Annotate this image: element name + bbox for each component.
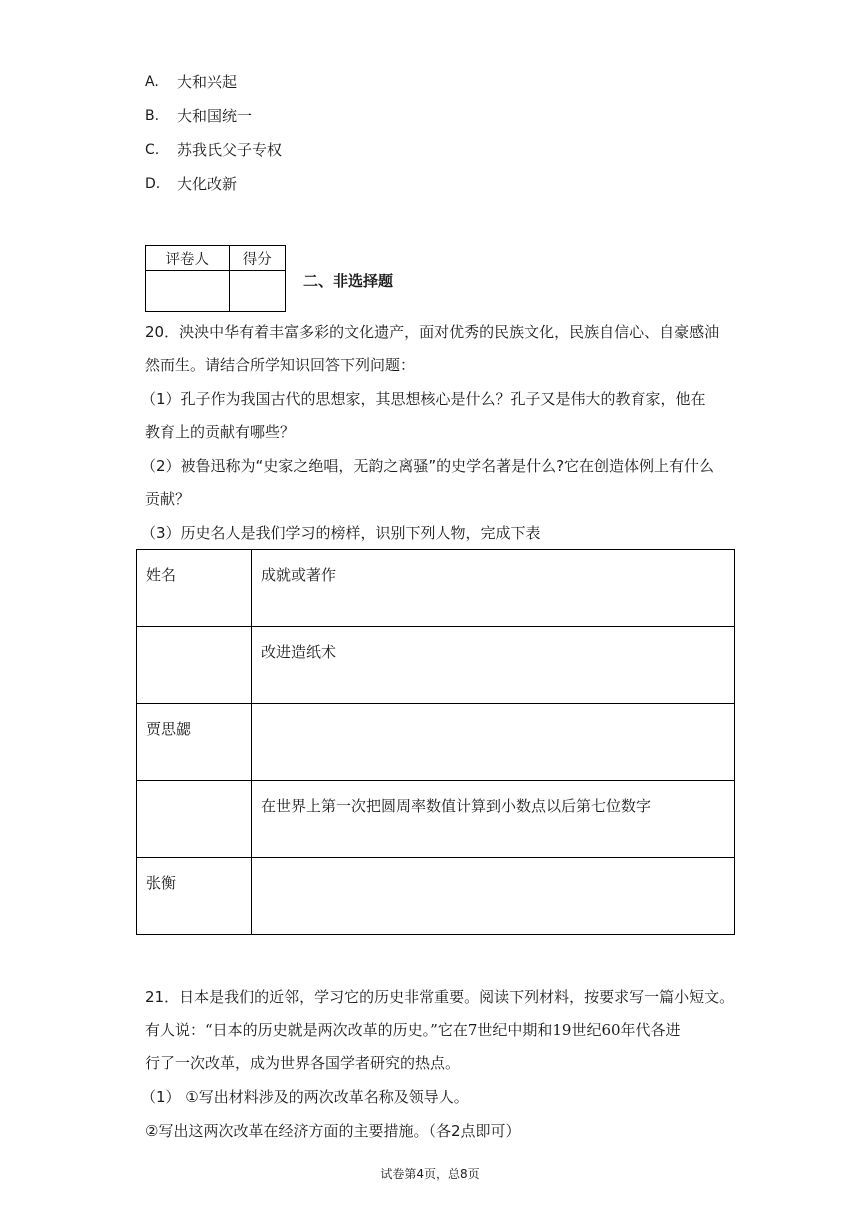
name-cell: 张衡 <box>137 858 252 935</box>
q20-part2-line1: （2）被鲁迅称为“史家之绝唱，无韵之离骚”的史学名著是什么?它在创造体例上有什么 <box>141 457 715 475</box>
table-row <box>137 704 735 781</box>
q20-stem-line1: 20．泱泱中华有着丰富多彩的文化遗产，面对优秀的民族文化，民族自信心、自豪感油 <box>145 323 720 341</box>
work-cell: 在世界上第一次把圆周率数值计算到小数点以后第七位数字 <box>252 781 735 858</box>
q20-part1-line2: 教育上的贡献有哪些？ <box>145 423 296 441</box>
q21-part2: ②写出这两次改革在经济方面的主要措施。（各2点即可） <box>145 1122 521 1140</box>
q20-part2-line2: 贡献？ <box>145 490 191 508</box>
q20-part3: （3）历史名人是我们学习的榜样，识别下列人物，完成下表 <box>141 524 541 542</box>
option-text: 大化改新 <box>177 175 238 193</box>
option-letter: B. <box>145 108 160 124</box>
table-row <box>137 781 735 858</box>
work-cell: 改进造纸术 <box>252 627 735 704</box>
table-row <box>137 627 735 704</box>
option-b <box>145 106 252 126</box>
option-letter: A. <box>145 74 159 90</box>
table-row <box>137 858 735 935</box>
option-d <box>145 174 237 194</box>
score-table <box>145 245 286 312</box>
option-letter: D. <box>145 176 161 192</box>
option-a <box>145 72 237 92</box>
option-text: 苏我氏父子专权 <box>177 141 283 159</box>
grader-header: 评卷人 <box>146 246 230 271</box>
name-cell: 姓名 <box>137 550 252 627</box>
q21-material-line1: 有人说：“日本的历史就是两次改革的历史。”它在7世纪中期和19世纪60年代各进 <box>145 1021 681 1039</box>
score-header: 得分 <box>229 246 285 271</box>
grader-cell[interactable] <box>146 271 230 312</box>
score-cell[interactable] <box>229 271 285 312</box>
q20-stem-line2: 然而生。请结合所学知识回答下列问题： <box>145 356 416 374</box>
option-text: 大和兴起 <box>177 73 238 91</box>
work-cell[interactable] <box>252 858 735 935</box>
name-cell[interactable] <box>137 781 252 858</box>
name-cell[interactable] <box>137 627 252 704</box>
q21-part1: （1） ①写出材料涉及的两次改革名称及领导人。 <box>141 1088 469 1106</box>
q20-part1-line1: （1）孔子作为我国古代的思想家，其思想核心是什么？孔子又是伟大的教育家，他在 <box>141 390 706 408</box>
work-cell: 成就或著作 <box>252 550 735 627</box>
work-cell[interactable] <box>252 704 735 781</box>
q21-stem-line1: 21．日本是我们的近邻，学习它的历史非常重要。阅读下列材料，按要求写一篇小短文。 <box>145 988 735 1006</box>
q21-material-line2: 行了一次改革，成为世界各国学者研究的热点。 <box>145 1054 461 1072</box>
section-title: 二、非选择题 <box>303 272 394 290</box>
page-footer: 试卷第4页，总8页 <box>380 1167 480 1181</box>
option-c <box>145 140 282 160</box>
option-text: 大和国统一 <box>177 107 253 125</box>
table-row <box>137 550 735 627</box>
people-table <box>136 549 735 935</box>
name-cell: 贾思勰 <box>137 704 252 781</box>
option-letter: C. <box>145 142 160 158</box>
